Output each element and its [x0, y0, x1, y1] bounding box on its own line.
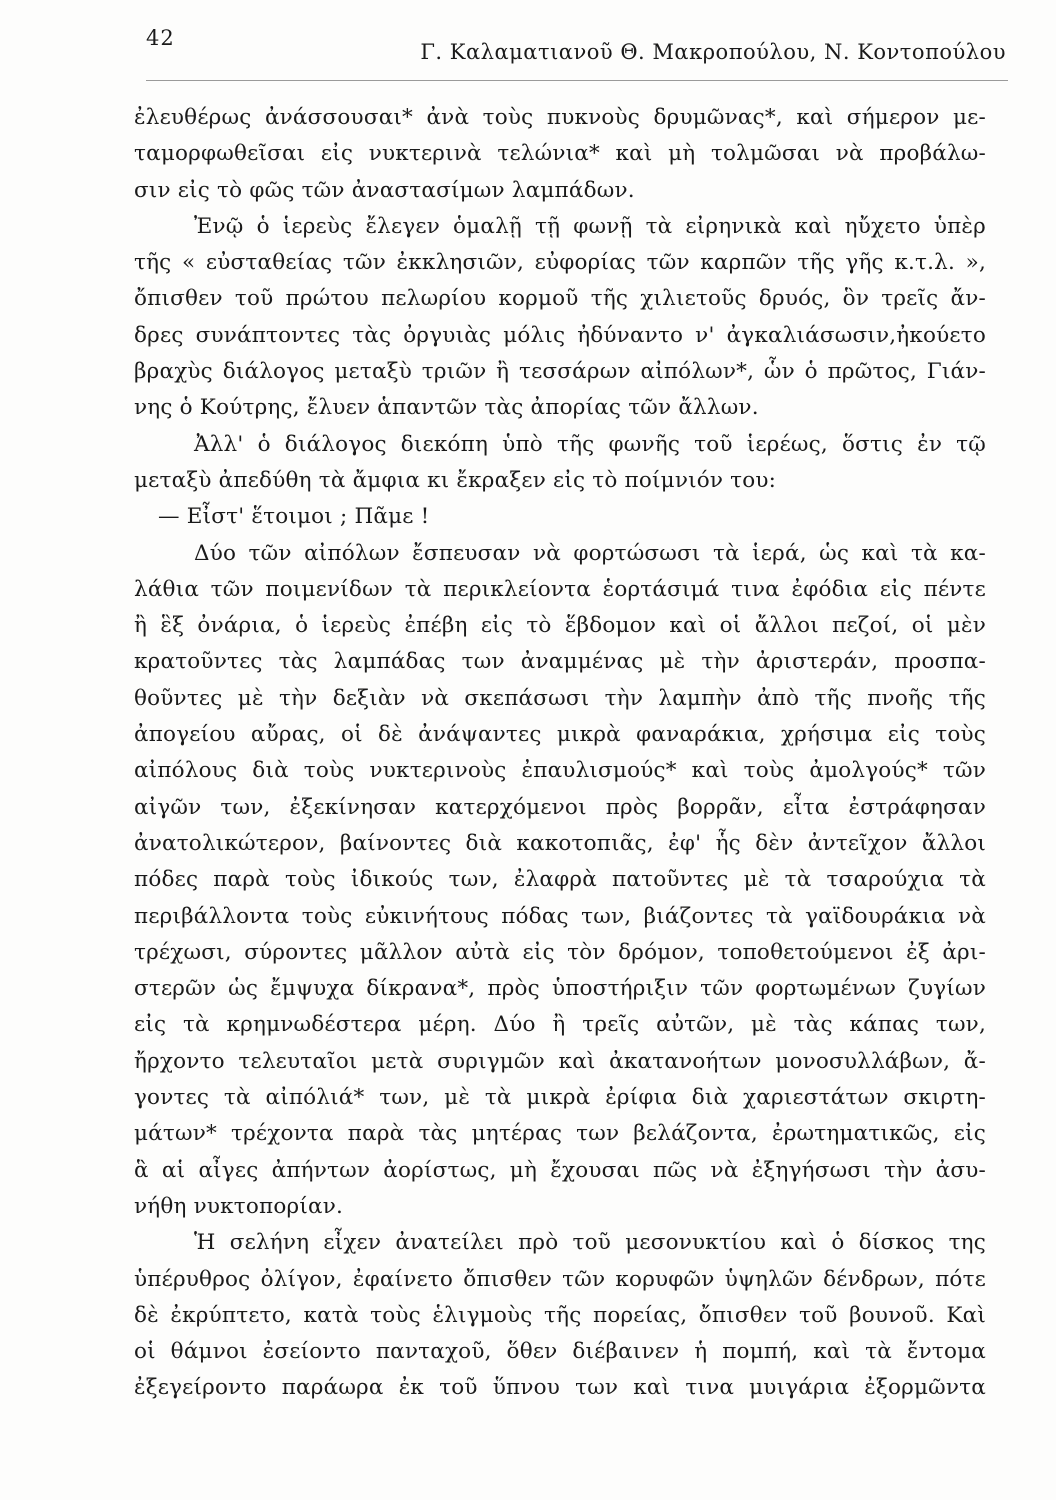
text-line: οἱ θάμνοι ἐσείοντο πανταχοῦ, ὅθεν διέβαινεν ἡ πομπή, καὶ τὰ ἔντομα — [134, 1339, 986, 1365]
text-line: νήθη νυκτοπορίαν. — [134, 1193, 343, 1219]
text-line: πόδες παρὰ τοὺς ἰδικούς των, ἐλαφρὰ πατοῦντες μὲ τὰ τσαρούχια τὰ — [134, 867, 986, 893]
text-line: γοντες τὰ αἰπόλιά* των, μὲ τὰ μικρὰ ἐρίφια διὰ χαριεστάτων σκιρτη- — [134, 1085, 986, 1111]
text-line: δρες συνάπτοντες τὰς ὀργυιὰς μόλις ἠδύναντο ν' ἀγκαλιάσωσιν,ἠκούετο — [134, 322, 986, 348]
text-line: — Εἶστ' ἕτοιμοι ; Πᾶμε ! — [158, 504, 430, 530]
text-line: ἐλευθέρως ἀνάσσουσαι* ἀνὰ τοὺς πυκνοὺς δρυμῶνας*, καὶ σήμερον με- — [134, 105, 986, 130]
text-line: δὲ ἐκρύπτετο, κατὰ τοὺς ἑλιγμοὺς τῆς πορείας, ὄπισθεν τοῦ βουνοῦ. Καὶ — [134, 1302, 986, 1328]
paragraph — [134, 499, 986, 535]
text-line: στερῶν ὡς ἔμψυχα δίκρανα*, πρὸς ὑποστήριξιν τῶν φορτωμένων ζυγίων — [134, 976, 986, 1002]
text-line: περιβάλλοντα τοὺς εὐκινήτους πόδας των, βιάζοντες τὰ γαϊδουράκια νὰ — [134, 903, 986, 929]
page-number: 42 — [146, 26, 175, 50]
text-line: μεταξὺ ἀπεδύθη τὰ ἄμφια κι ἔκραξεν εἰς τὸ ποίμνιόν του: — [134, 467, 777, 493]
paragraph — [134, 536, 986, 1226]
header-rule — [146, 80, 1008, 81]
text-line: κρατοῦντες τὰς λαμπάδας των ἀναμμένας μὲ τὴν ἀριστεράν, προσπα- — [134, 649, 986, 675]
text-line: ὄπισθεν τοῦ πρώτου πελωρίου κορμοῦ τῆς χιλιετοῦς δρυός, ὃν τρεῖς ἄν- — [134, 286, 986, 312]
text-line: Ἀλλ' ὁ διάλογος διεκόπη ὑπὸ τῆς φωνῆς τοῦ ἱερέως, ὅστις ἐν τῷ — [194, 431, 986, 457]
text-line: εἰς τὰ κρημνωδέστερα μέρη. Δύο ἢ τρεῖς αὐτῶν, μὲ τὰς κάπας των, — [134, 1012, 986, 1038]
running-head: Γ. Καλαματιανοῦ Θ. Μακροπούλου, Ν. Κοντοπούλου — [420, 40, 1006, 64]
text-line: αἰγῶν των, ἐξεκίνησαν κατερχόμενοι πρὸς βορρᾶν, εἶτα ἐστράφησαν — [134, 794, 986, 820]
text-line: ἤρχοντο τελευταῖοι μετὰ συριγμῶν καὶ ἀκατανοήτων μονοσυλλάβων, ἄ- — [134, 1048, 986, 1074]
text-line: βραχὺς διάλογος μεταξὺ τριῶν ἢ τεσσάρων αἰπόλων*, ὧν ὁ πρῶτος, Γιάν- — [134, 359, 986, 385]
text-line: Δύο τῶν αἰπόλων ἔσπευσαν νὰ φορτώσωσι τὰ ἱερά, ὡς καὶ τὰ κα- — [194, 540, 986, 566]
paragraph — [134, 100, 986, 209]
text-line: λάθια τῶν ποιμενίδων τὰ περικλείοντα ἑορτάσιμά τινα ἐφόδια εἰς πέντε — [134, 576, 986, 602]
text-line: ἀνατολικώτερον, βαίνοντες διὰ κακοτοπιᾶς, ἐφ' ἧς δὲν ἀντεῖχον ἄλλοι — [134, 830, 986, 856]
text-line: θοῦντες μὲ τὴν δεξιὰν νὰ σκεπάσωσι τὴν λαμπὴν ἀπὸ τῆς πνοῆς τῆς — [134, 685, 986, 711]
text-line: νης ὁ Κούτρης, ἔλυεν ἁπαντῶν τὰς ἀπορίας τῶν ἄλλων. — [134, 395, 759, 421]
paragraph — [134, 427, 986, 500]
text-line: ταμορφωθεῖσαι εἰς νυκτερινὰ τελώνια* καὶ μὴ τολμῶσαι νὰ προβάλω- — [134, 141, 986, 167]
text-line: ἐξεγείροντο παράωρα ἐκ τοῦ ὕπνου των καὶ τινα μυιγάρια ἐξορμῶντα — [134, 1375, 986, 1401]
paragraph — [134, 1225, 986, 1406]
paragraph — [134, 209, 986, 427]
text-line: σιν εἰς τὸ φῶς τῶν ἀναστασίμων λαμπάδων. — [134, 177, 635, 203]
text-line: αἰπόλους διὰ τοὺς νυκτερινοὺς ἐπαυλισμούς* καὶ τοὺς ἀμολγούς* τῶν — [134, 758, 986, 784]
text-line: Ἡ σελήνη εἶχεν ἀνατείλει πρὸ τοῦ μεσονυκτίου καὶ ὁ δίσκος της — [194, 1230, 986, 1256]
text-line: τῆς « εὐσταθείας τῶν ἐκκλησιῶν, εὐφορίας τῶν καρπῶν τῆς γῆς κ.τ.λ. », — [134, 250, 986, 276]
text-line: τρέχωσι, σύροντες μᾶλλον αὐτὰ εἰς τὸν δρόμον, τοποθετούμενοι ἐξ ἀρι- — [134, 939, 986, 965]
text-line: ὑπέρυθρος ὀλίγον, ἐφαίνετο ὄπισθεν τῶν κορυφῶν ὑψηλῶν δένδρων, πότε — [134, 1266, 986, 1292]
text-line: μάτων* τρέχοντα παρὰ τὰς μητέρας των βελάζοντα, ἐρωτηματικῶς, εἰς — [134, 1121, 986, 1147]
text-line: ἃ αἱ αἶγες ἀπήντων ἀορίστως, μὴ ἔχουσαι πῶς νὰ ἐξηγήσωσι τὴν ἀσυ- — [134, 1157, 986, 1183]
body-text — [134, 100, 986, 1407]
page-header — [146, 26, 1006, 66]
text-line: ἀπογείου αὔρας, οἱ δὲ ἀνάψαντες μικρὰ φαναράκια, χρήσιμα εἰς τοὺς — [134, 722, 986, 748]
text-line: Ἐνῷ ὁ ἱερεὺς ἔλεγεν ὁμαλῇ τῇ φωνῇ τὰ εἰρηνικὰ καὶ ηὔχετο ὑπὲρ — [194, 213, 986, 239]
text-line: ἢ ἓξ ὀνάρια, ὁ ἱερεὺς ἐπέβη εἰς τὸ ἕβδομον καὶ οἱ ἄλλοι πεζοί, οἱ μὲν — [134, 613, 986, 639]
